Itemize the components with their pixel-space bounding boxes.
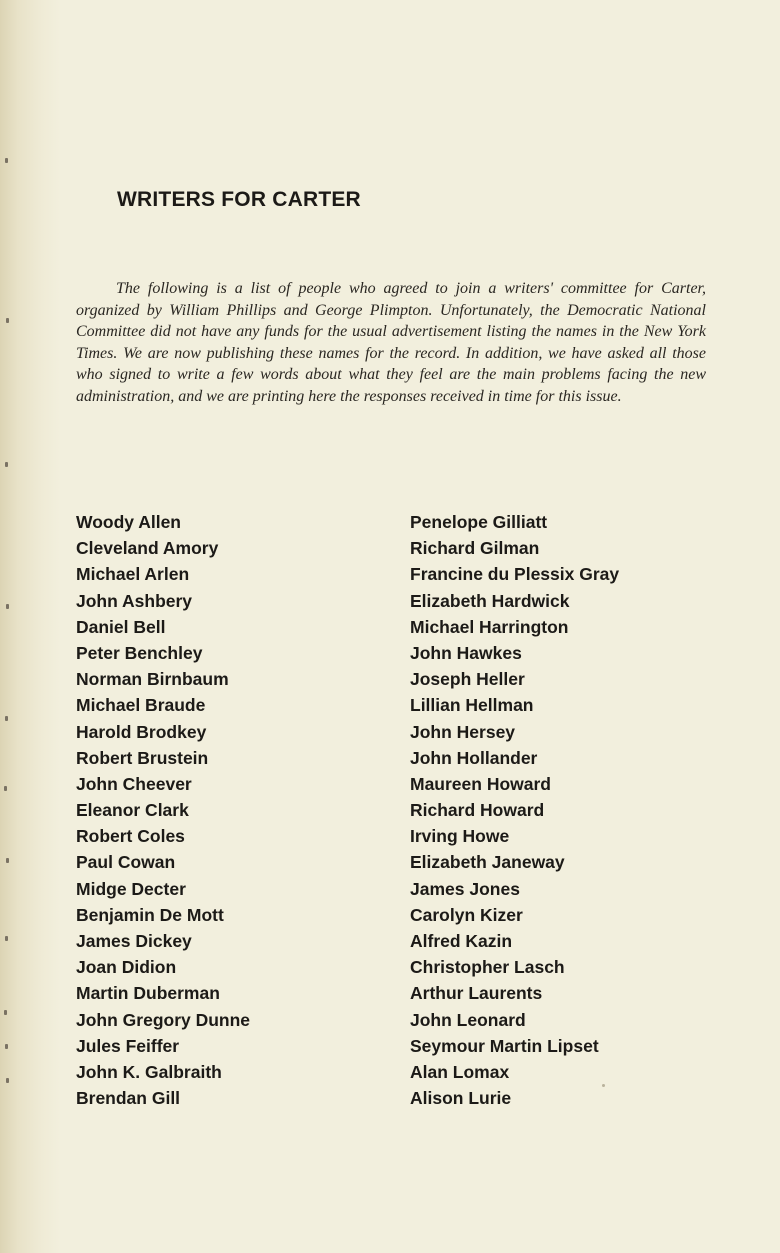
binding-mark [6,1078,9,1083]
name-entry: Arthur Laurents [410,983,543,1004]
name-entry: James Dickey [76,931,192,951]
binding-mark [4,786,7,791]
binding-mark [5,716,8,721]
name-entry: John K. Galbraith [76,1061,222,1082]
binding-mark [6,318,9,323]
name-entry: Norman Birnbaum [76,669,229,690]
name-entry: Jules Feiffer [76,1035,180,1056]
paper-speck [602,1084,605,1087]
name-entry: John Ashbery [76,590,193,611]
name-entry: Joan Didion [76,957,177,978]
binding-mark [5,1044,8,1049]
binding-mark [6,604,9,609]
binding-mark [6,858,9,863]
name-entry: John Cheever [76,773,192,794]
page-title: WRITERS FOR CARTER [117,188,361,211]
name-entry: John Hersey [410,721,516,742]
name-entry: Michael Arlen [76,564,190,585]
name-entry: Brendan Gill [76,1088,181,1109]
name-entry: Joseph Heller [410,669,525,690]
name-entry: Carolyn Kizer [410,904,523,925]
name-entry: Irving Howe [410,826,510,847]
name-entry: Robert Brustein [76,747,209,768]
name-entry: Christopher Lasch [410,957,565,978]
binding-gutter [0,0,60,1253]
name-entry: Penelope Gilliatt [410,512,548,532]
name-entry: Harold Brodkey [76,721,207,742]
name-entry: Daniel Bell [76,616,166,637]
names-column-left [76,509,250,1111]
name-entry: James Jones [410,878,520,899]
name-entry: Paul Cowan [76,852,176,873]
name-entry: Woody Allen [76,512,181,532]
binding-mark [5,158,8,163]
name-entry: Eleanor Clark [76,800,189,821]
binding-mark [4,1010,7,1015]
name-entry: John Leonard [410,1009,526,1030]
binding-mark [5,462,8,467]
name-entry: Richard Gilman [410,538,540,559]
name-entry: Robert Coles [76,826,185,847]
name-entry: Benjamin De Mott [76,904,224,925]
name-entry: Alfred Kazin [410,931,513,951]
name-entry: John Hawkes [410,642,522,663]
name-entry: Richard Howard [410,800,545,821]
name-entry: Elizabeth Hardwick [410,590,570,611]
name-entry: Francine du Plessix Gray [410,564,620,585]
name-entry: Michael Braude [76,695,206,716]
names-column-right [410,509,619,1111]
name-entry: Seymour Martin Lipset [410,1035,599,1056]
name-entry: Maureen Howard [410,773,551,794]
intro-paragraph: The following is a list of people who agreed to join a writers' committee for Carter, organized by William Phillips and George Plimpton. Unfortunately, the Democratic National Committee did not have any funds for the usual advertisement listing the names in the New York Times. We are now publishing these names for the record. In addition, we have asked all those who signed to write a few words about what they feel are the main problems facing the new administration, and we are printing here the responses received in time for this issue. [76,280,706,405]
name-entry: Cleveland Amory [76,538,219,559]
name-entry: Alison Lurie [410,1088,512,1109]
name-entry: Lillian Hellman [410,695,534,716]
name-entry: Peter Benchley [76,642,203,663]
name-entry: Martin Duberman [76,983,220,1004]
binding-mark [5,936,8,941]
name-entry: John Gregory Dunne [76,1009,251,1030]
name-entry: Midge Decter [76,878,186,899]
name-entry: Elizabeth Janeway [410,852,565,873]
name-entry: John Hollander [410,747,538,768]
name-entry: Michael Harrington [410,616,569,637]
name-entry: Alan Lomax [410,1061,510,1082]
